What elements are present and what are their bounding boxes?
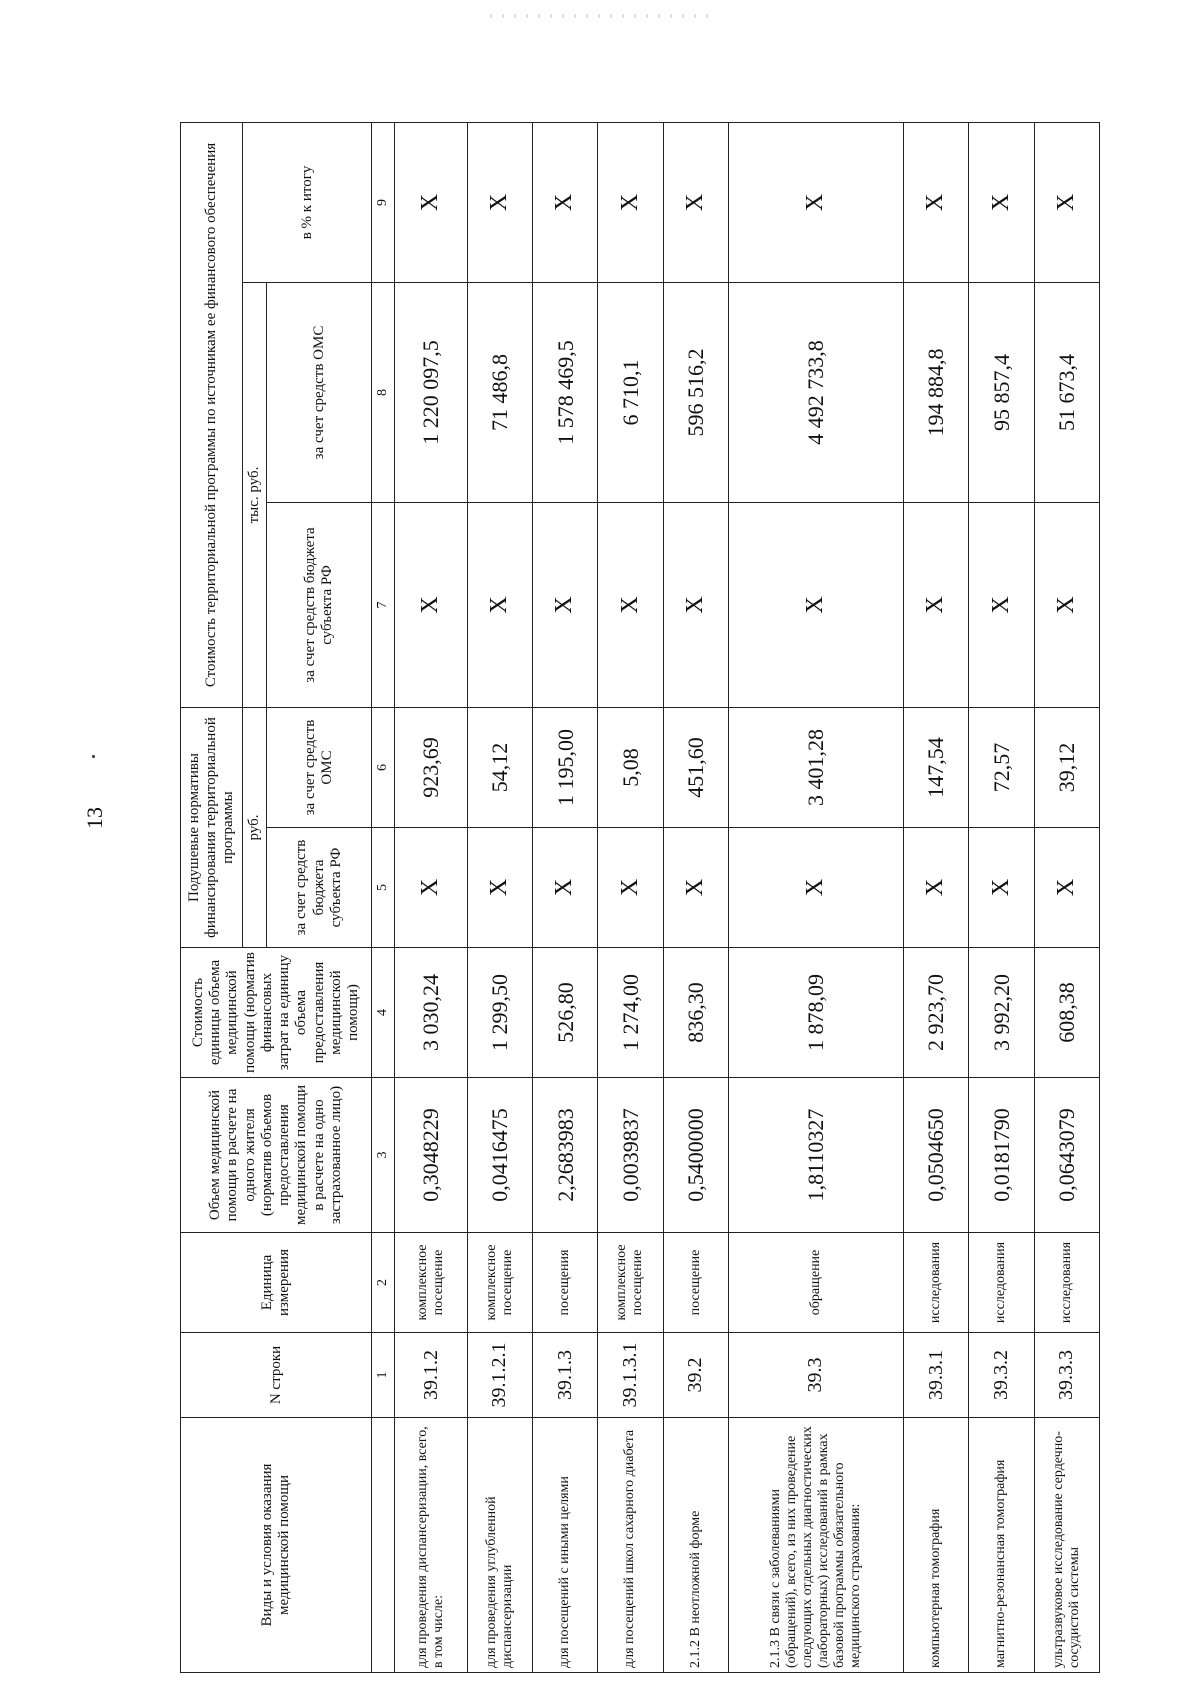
- row-code: 39.3.1: [903, 1333, 968, 1418]
- table-row: [1034, 122, 1099, 1672]
- row-cost: 1 274,00: [598, 948, 663, 1078]
- rotated-table-container: [180, 123, 1100, 1673]
- row-unit: посещения: [533, 1233, 598, 1333]
- row-tc-oms: 4 492 733,8: [728, 282, 903, 502]
- header-cost-group: Стоимость территориальной программы по источникам ее финансового обеспечения: [181, 122, 243, 707]
- row-pc-budget: X: [1034, 828, 1099, 948]
- row-name: для проведения диспансеризации, всего, в том числе:: [395, 1418, 467, 1673]
- scan-specks: [490, 14, 710, 18]
- row-volume: 0,0416475: [467, 1078, 532, 1233]
- row-volume: 0,0643079: [1034, 1078, 1099, 1233]
- row-unit: комплексное посещение: [598, 1233, 663, 1333]
- row-tc-oms: 95 857,4: [969, 282, 1034, 502]
- col-number: 8: [372, 282, 395, 502]
- row-pc-oms: 5,08: [598, 707, 663, 827]
- row-cost: 526,80: [533, 948, 598, 1078]
- row-tc-budget: X: [395, 502, 467, 707]
- row-tc-oms: 71 486,8: [467, 282, 532, 502]
- col-number: 6: [372, 707, 395, 827]
- row-name: 2.1.3 В связи с заболеваниями (обращений), всего, из них проведение следующих отдельных диагностических (лабораторных) исследований в рамках базовой программы обязательного медицинского страхования:: [728, 1418, 903, 1673]
- header-pc-oms: за счет средств ОМС: [267, 707, 372, 827]
- row-pc-budget: X: [533, 828, 598, 948]
- row-cost: 608,38: [1034, 948, 1099, 1078]
- row-cost: 3 992,20: [969, 948, 1034, 1078]
- row-pc-oms: 451,60: [663, 707, 728, 827]
- row-tc-oms: 51 673,4: [1034, 282, 1099, 502]
- header-row-number: N строки: [181, 1333, 372, 1418]
- header-per-capita-group: Подушевые нормативы финансирования территориальной программы: [181, 707, 243, 947]
- row-volume: 0,0504650: [903, 1078, 968, 1233]
- row-pc-budget: X: [395, 828, 467, 948]
- table-row: [969, 122, 1034, 1672]
- row-percent: X: [598, 122, 663, 282]
- row-pc-budget: X: [663, 828, 728, 948]
- row-percent: X: [728, 122, 903, 282]
- table-row: [467, 122, 532, 1672]
- row-name: ультразвуковое исследование сердечно-сосудистой системы: [1034, 1418, 1099, 1673]
- header-volume: Объем медицинской помощи в расчете на одного жителя (норматив объемов предоставления медицинской помощи в расчете на одно застрахованное лицо): [181, 1078, 372, 1233]
- col-number: [372, 1418, 395, 1673]
- scan-dot: [92, 755, 95, 758]
- row-percent: X: [533, 122, 598, 282]
- header-unit-cost: Стоимость единицы объема медицинской помощи (норматив финансовых затрат на единицу объема предоставления медицинской помощи): [181, 948, 372, 1078]
- row-tc-budget: X: [663, 502, 728, 707]
- col-number: 4: [372, 948, 395, 1078]
- col-number: 9: [372, 122, 395, 282]
- row-pc-oms: 72,57: [969, 707, 1034, 827]
- row-name: компьютерная томография: [903, 1418, 968, 1673]
- row-unit: исследования: [969, 1233, 1034, 1333]
- row-unit: исследования: [903, 1233, 968, 1333]
- row-cost: 1 299,50: [467, 948, 532, 1078]
- row-cost: 836,30: [663, 948, 728, 1078]
- row-unit: исследования: [1034, 1233, 1099, 1333]
- row-percent: X: [395, 122, 467, 282]
- row-code: 39.3.3: [1034, 1333, 1099, 1418]
- header-percent: в % к итогу: [243, 122, 372, 282]
- table-row: [533, 122, 598, 1672]
- row-pc-oms: 3 401,28: [728, 707, 903, 827]
- row-cost: 3 030,24: [395, 948, 467, 1078]
- row-percent: X: [903, 122, 968, 282]
- row-code: 39.3.2: [969, 1333, 1034, 1418]
- row-cost: 2 923,70: [903, 948, 968, 1078]
- row-pc-budget: X: [969, 828, 1034, 948]
- row-code: 39.1.2.1: [467, 1333, 532, 1418]
- row-tc-oms: 1 220 097,5: [395, 282, 467, 502]
- row-tc-budget: X: [598, 502, 663, 707]
- col-number: 7: [372, 502, 395, 707]
- row-percent: X: [467, 122, 532, 282]
- financing-table: [180, 122, 1100, 1673]
- row-unit: комплексное посещение: [395, 1233, 467, 1333]
- row-tc-oms: 596 516,2: [663, 282, 728, 502]
- row-pc-budget: X: [903, 828, 968, 948]
- row-code: 39.1.2: [395, 1333, 467, 1418]
- row-tc-budget: X: [533, 502, 598, 707]
- table-row: [395, 122, 467, 1672]
- row-unit: обращение: [728, 1233, 903, 1333]
- row-cost: 1 878,09: [728, 948, 903, 1078]
- row-percent: X: [969, 122, 1034, 282]
- row-percent: X: [1034, 122, 1099, 282]
- header-cost-unit: тыс. руб.: [243, 282, 267, 707]
- table-row: [663, 122, 728, 1672]
- row-tc-budget: X: [728, 502, 903, 707]
- row-tc-oms: 194 884,8: [903, 282, 968, 502]
- row-percent: X: [663, 122, 728, 282]
- row-tc-oms: 1 578 469,5: [533, 282, 598, 502]
- row-pc-budget: X: [728, 828, 903, 948]
- row-volume: 2,2683983: [533, 1078, 598, 1233]
- row-volume: 0,0039837: [598, 1078, 663, 1233]
- row-tc-budget: X: [903, 502, 968, 707]
- row-tc-oms: 6 710,1: [598, 282, 663, 502]
- header-per-capita-unit: руб.: [243, 707, 267, 947]
- row-tc-budget: X: [969, 502, 1034, 707]
- row-name: 2.1.2 В неотложной форме: [663, 1418, 728, 1673]
- row-name: для посещений школ сахарного диабета: [598, 1418, 663, 1673]
- header-unit: Единица измерения: [181, 1233, 372, 1333]
- row-pc-budget: X: [467, 828, 532, 948]
- col-number: 1: [372, 1333, 395, 1418]
- col-number: 2: [372, 1233, 395, 1333]
- row-name: для посещений с иными целями: [533, 1418, 598, 1673]
- row-code: 39.1.3: [533, 1333, 598, 1418]
- row-volume: 1,8110327: [728, 1078, 903, 1233]
- row-code: 39.2: [663, 1333, 728, 1418]
- row-code: 39.3: [728, 1333, 903, 1418]
- row-pc-oms: 54,12: [467, 707, 532, 827]
- header-kinds: Виды и условия оказания медицинской помощи: [181, 1418, 372, 1673]
- row-volume: 0,0181790: [969, 1078, 1034, 1233]
- header-tc-budget: за счет средств бюджета субъекта РФ: [267, 502, 372, 707]
- row-pc-oms: 39,12: [1034, 707, 1099, 827]
- row-unit: комплексное посещение: [467, 1233, 532, 1333]
- col-number: 3: [372, 1078, 395, 1233]
- table-row: [728, 122, 903, 1672]
- page-number: 13: [82, 807, 107, 829]
- table-row: [598, 122, 663, 1672]
- row-code: 39.1.3.1: [598, 1333, 663, 1418]
- row-tc-budget: X: [467, 502, 532, 707]
- row-pc-oms: 923,69: [395, 707, 467, 827]
- row-pc-budget: X: [598, 828, 663, 948]
- row-unit: посещение: [663, 1233, 728, 1333]
- row-pc-oms: 1 195,00: [533, 707, 598, 827]
- row-pc-oms: 147,54: [903, 707, 968, 827]
- row-name: для проведения углубленной диспансеризации: [467, 1418, 532, 1673]
- row-tc-budget: X: [1034, 502, 1099, 707]
- table-row: [903, 122, 968, 1672]
- header-tc-oms: за счет средств ОМС: [267, 282, 372, 502]
- header-pc-budget: за счет средств бюджета субъекта РФ: [267, 828, 372, 948]
- col-number: 5: [372, 828, 395, 948]
- row-volume: 0,5400000: [663, 1078, 728, 1233]
- row-volume: 0,3048229: [395, 1078, 467, 1233]
- row-name: магнитно-резонансная томография: [969, 1418, 1034, 1673]
